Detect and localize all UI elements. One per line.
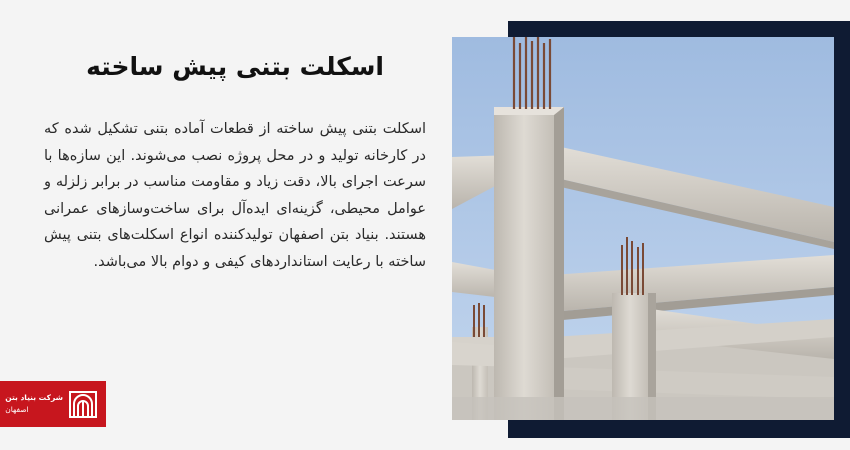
description-paragraph: اسکلت بتنی پیش ساخته از قطعات آماده بتنی تشکیل شده که در کارخانه تولید و در محل پروژه نصب می‌شوند. این سازه‌ها با سرعت اجرای بالا، دقت زیاد و مقاومت مناسب در برابر زلزله و عوامل محیطی، گزینه‌ای ایده‌آل برای ساخت‌وسازهای عمرانی هستند. بنیاد بتن اصفهان تولیدکننده انواع اسکلت‌های بتنی پیش ساخته با رعایت استانداردهای کیفی و دوام بالا می‌باشد. — [44, 121, 426, 270]
company-logo[interactable] — [0, 381, 106, 427]
building-arches-icon — [68, 389, 98, 419]
logo-company-name: شرکت بنیاد بتن — [5, 393, 63, 402]
precast-concrete-frame-photo — [452, 37, 834, 420]
logo-city-name: اصفهان — [5, 405, 29, 414]
page-title: اسکلت بتنی پیش ساخته — [86, 52, 384, 81]
logo-text — [5, 392, 63, 416]
